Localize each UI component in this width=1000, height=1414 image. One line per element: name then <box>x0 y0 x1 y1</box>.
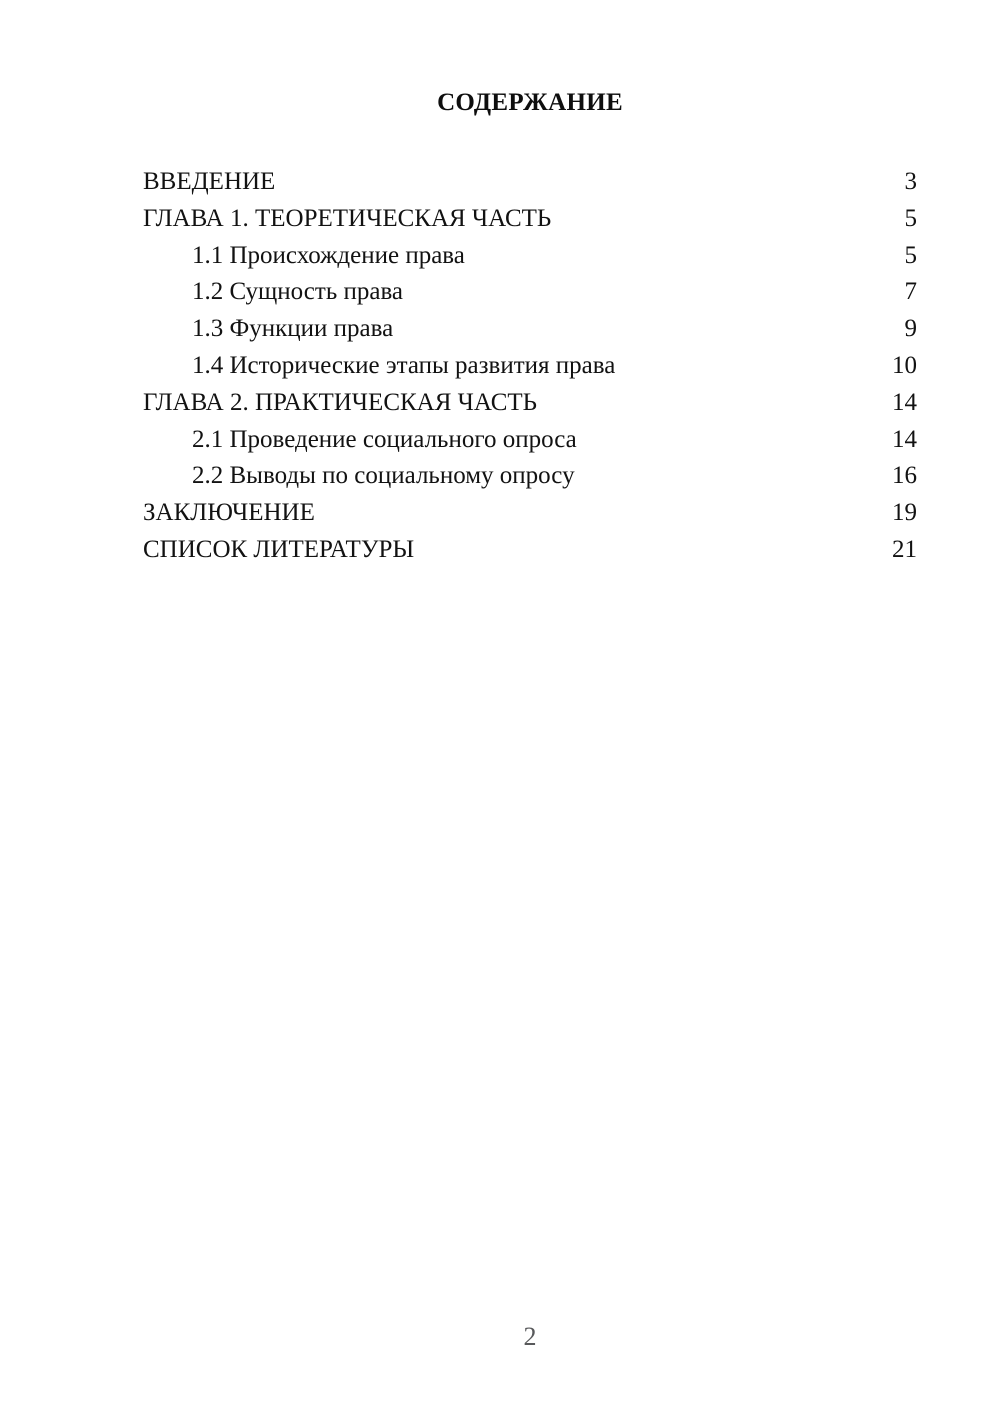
toc-entry-page-number: 9 <box>904 315 917 343</box>
toc-entry-label: 1.4 Исторические этапы развития права <box>192 351 616 379</box>
toc-entry-page-number: 21 <box>892 535 917 563</box>
toc-entry <box>143 311 917 348</box>
toc-entry <box>143 164 917 201</box>
toc-entry-page-number: 7 <box>904 278 917 306</box>
toc-entry <box>143 238 917 275</box>
page-title: СОДЕРЖАНИЕ <box>437 89 623 116</box>
table-of-contents <box>143 164 917 569</box>
toc-entry-label: 2.1 Проведение социального опроса <box>192 425 577 453</box>
toc-entry <box>143 348 917 385</box>
toc-entry-page-number: 10 <box>892 351 917 379</box>
toc-entry-label: ЗАКЛЮЧЕНИЕ <box>143 499 315 527</box>
toc-entry-page-number: 5 <box>904 241 917 269</box>
toc-entry-page-number: 14 <box>892 388 917 416</box>
toc-entry-label: СПИСОК ЛИТЕРАТУРЫ <box>143 535 415 563</box>
toc-entry <box>143 274 917 311</box>
toc-entry-label: ГЛАВА 2. ПРАКТИЧЕСКАЯ ЧАСТЬ <box>143 388 538 416</box>
document-page-content <box>143 84 917 569</box>
page-number-footer: 2 <box>523 1322 537 1351</box>
toc-entry <box>143 458 917 495</box>
toc-entry <box>143 495 917 532</box>
toc-entry <box>143 532 917 569</box>
toc-entry-page-number: 14 <box>892 425 917 453</box>
toc-entry-label: 1.1 Происхождение права <box>192 241 465 269</box>
toc-entry-label: 2.2 Выводы по социальному опросу <box>192 462 575 490</box>
toc-entry <box>143 201 917 238</box>
toc-entry-page-number: 16 <box>892 462 917 490</box>
toc-entry-page-number: 19 <box>892 499 917 527</box>
toc-entry-label: 1.2 Сущность права <box>192 278 404 306</box>
toc-entry-label: 1.3 Функции права <box>192 315 394 343</box>
toc-entry-page-number: 5 <box>904 204 917 232</box>
toc-entry <box>143 385 917 422</box>
toc-entry-label: ГЛАВА 1. ТЕОРЕТИЧЕСКАЯ ЧАСТЬ <box>143 204 552 232</box>
toc-entry-label: ВВЕДЕНИЕ <box>143 168 276 195</box>
toc-entry-page-number: 3 <box>904 168 917 195</box>
toc-entry <box>143 422 917 459</box>
